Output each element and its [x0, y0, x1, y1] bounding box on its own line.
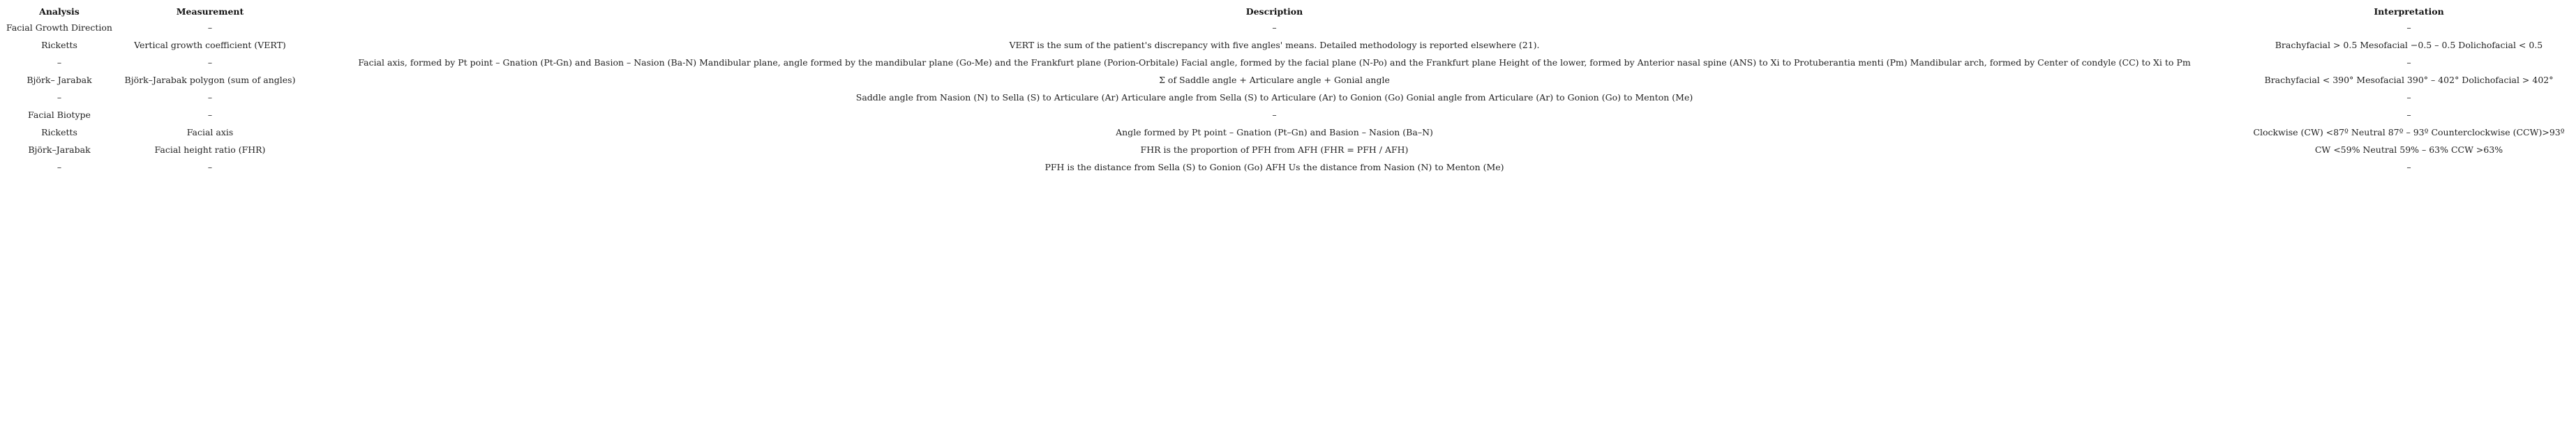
cell-analysis: Ricketts: [41, 40, 77, 50]
cell-analysis: Facial Growth Direction: [6, 22, 112, 33]
cell-description: –: [1272, 110, 1277, 120]
cell-description: –: [1272, 22, 1277, 33]
cell-measurement: Vertical growth coefficient (VERT): [134, 40, 286, 50]
cephalometric-analyses-table: [3, 5, 2573, 176]
cell-description: VERT is the sum of the patient's discrepancy with five angles' means. Detailed methodology is reported elsewhere (21).: [1009, 40, 1540, 50]
cell-description: Facial axis, formed by Pt point – Gnation (Pt-Gn) and Basion – Nasion (Ba-N) Mandibular plane, angle formed by the mandibular plane (Go-Me) and the Frankfurt plane (Porion-Orbitale) Facial angle, formed by the facial plane (N-Po) and the Frankfurt plane Height of the lower, formed by Anterior nasal spine (ANS) to Xi to Protuberantia menti (Pm) Mandibular arch, formed by Center of condyle (CC) to Xi to Pm: [358, 57, 2191, 68]
header-description: Description: [1245, 6, 1303, 17]
cell-interpretation: Clockwise (CW) <87º Neutral 87º – 93º Counterclockwise (CCW)>93º: [2253, 127, 2565, 137]
cell-measurement: Facial height ratio (FHR): [154, 144, 266, 155]
cell-interpretation: –: [2406, 22, 2411, 33]
cell-analysis: Facial Biotype: [28, 110, 91, 120]
header-interpretation: Interpretation: [2374, 6, 2444, 17]
table-row: [3, 124, 2573, 141]
cell-analysis: Björk– Jarabak: [27, 75, 92, 85]
cell-interpretation: –: [2406, 110, 2411, 120]
header-analysis: Analysis: [39, 6, 80, 17]
cell-measurement: –: [207, 22, 213, 33]
cell-description: Saddle angle from Nasion (N) to Sella (S) to Articulare (Ar) Articulare angle from Sella (S) to Articulare (Ar) to Gonion (Go) Gonial angle from Articulare (Ar) to Gonion (Go) to Menton (Me): [855, 92, 1693, 103]
cell-interpretation: Brachyfacial < 390° Mesofacial 390° – 402° Dolichofacial > 402°: [2264, 75, 2554, 85]
cell-interpretation: –: [2406, 162, 2411, 172]
cell-measurement: Björk–Jarabak polygon (sum of angles): [124, 75, 296, 85]
header-row: [3, 5, 2573, 19]
table-row: [3, 19, 2573, 36]
cell-analysis: –: [57, 162, 62, 172]
table-header: [3, 5, 2573, 19]
cell-description: Σ of Saddle angle + Articulare angle + Gonial angle: [1159, 75, 1390, 85]
cell-measurement: –: [207, 57, 213, 68]
cell-analysis: –: [57, 92, 62, 103]
cell-measurement: Facial axis: [186, 127, 234, 137]
cell-interpretation: –: [2406, 57, 2411, 68]
header-measurement: Measurement: [176, 6, 244, 17]
table-row: [3, 36, 2573, 54]
table-body: [3, 19, 2573, 176]
cell-analysis: Ricketts: [41, 127, 77, 137]
table-row: [3, 89, 2573, 106]
cell-measurement: –: [207, 92, 213, 103]
cell-measurement: –: [207, 110, 213, 120]
cell-analysis: –: [57, 57, 62, 68]
table-row: [3, 71, 2573, 89]
cell-interpretation: Brachyfacial > 0.5 Mesofacial −0.5 – 0.5 Dolichofacial < 0.5: [2275, 40, 2543, 50]
cell-description: Angle formed by Pt point – Gnation (Pt–Gn) and Basion – Nasion (Ba–N): [1116, 127, 1433, 137]
table-row: [3, 106, 2573, 124]
cell-measurement: –: [207, 162, 213, 172]
cell-interpretation: CW <59% Neutral 59% – 63% CCW >63%: [2314, 144, 2503, 155]
table-row: [3, 141, 2573, 158]
cell-description: FHR is the proportion of PFH from AFH (FHR = PFH / AFH): [1140, 144, 1409, 155]
cell-analysis: Björk–Jarabak: [28, 144, 91, 155]
cell-interpretation: –: [2406, 92, 2411, 103]
cell-description: PFH is the distance from Sella (S) to Gonion (Go) AFH Us the distance from Nasion (N) to Menton (Me): [1044, 162, 1504, 172]
table-row: [3, 158, 2573, 176]
table-row: [3, 54, 2573, 71]
